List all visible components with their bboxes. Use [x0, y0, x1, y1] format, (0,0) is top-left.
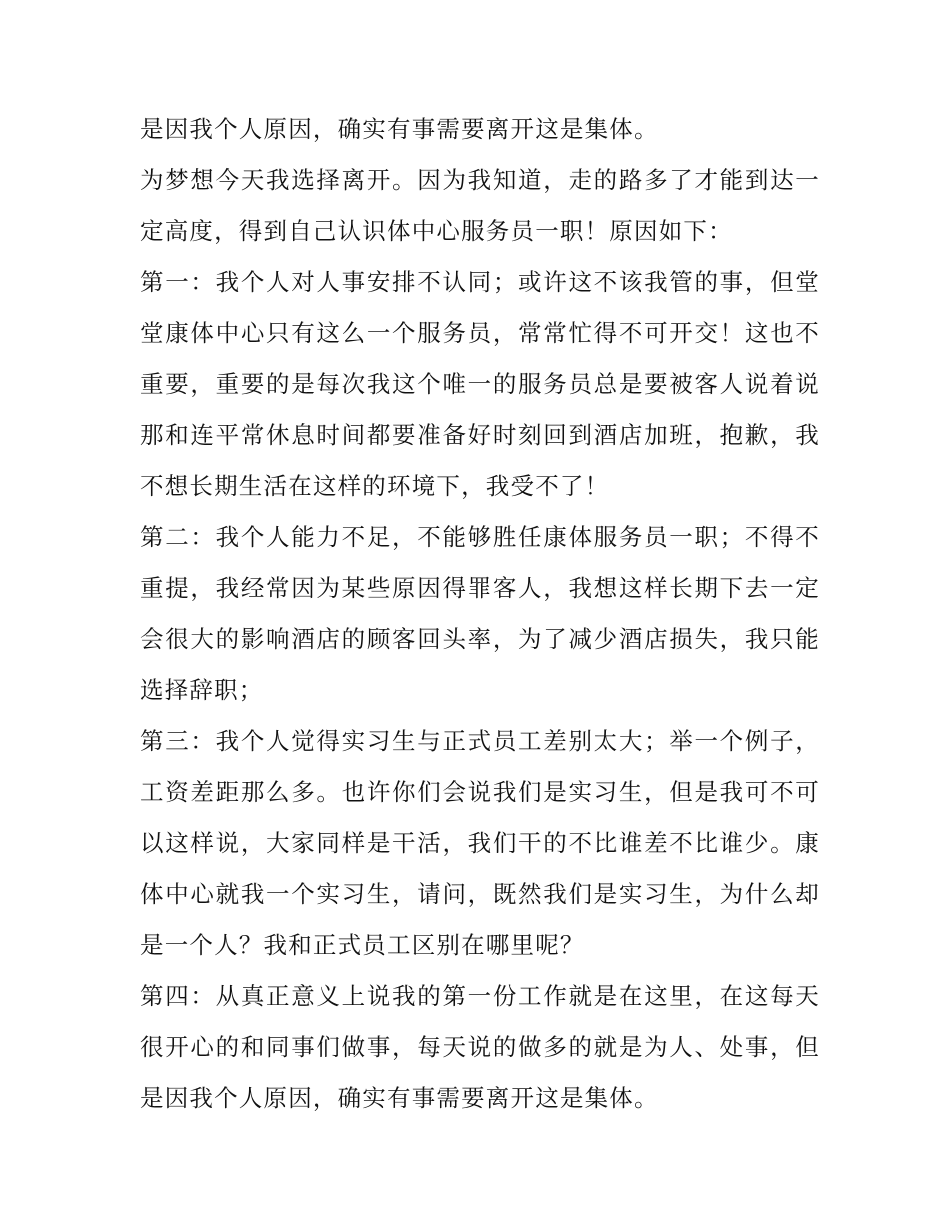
paragraph-intro: 为梦想今天我选择离开。因为我知道，走的路多了才能到达一定高度，得到自己认识体中心服务员一职！原因如下： — [140, 166, 820, 245]
paragraph-reason-2: 第二：我个人能力不足，不能够胜任康体服务员一职；不得不重提，我经常因为某些原因得罪客人，我想这样长期下去一定会很大的影响酒店的顾客回头率，为了减少酒店损失，我只能选择辞职； — [140, 523, 820, 704]
paragraph-reason-3: 第三：我个人觉得实习生与正式员工差别太大；举一个例子，工资差距那么多。也许你们会说我们是实习生，但是我可不可以这样说，大家同样是干活，我们干的不比谁差不比谁少。康体中心就我一个实习生，请问，既然我们是实习生，为什么却是一个人？我和正式员工区别在哪里呢？ — [140, 727, 820, 959]
paragraph-reason-4: 第四：从真正意义上说我的第一份工作就是在这里，在这每天很开心的和同事们做事，每天说的做多的就是为人、处事，但是因我个人原因，确实有事需要离开这是集体。 — [140, 982, 820, 1112]
paragraph-continuation: 是因我个人原因，确实有事需要离开这是集体。 — [140, 115, 659, 143]
paragraph-reason-1: 第一：我个人对人事安排不认同；或许这不该我管的事，但堂堂康体中心只有这么一个服务员，常常忙得不可开交！这也不重要，重要的是每次我这个唯一的服务员总是要被客人说着说那和连平常休息时间都要准备好时刻回到酒店加班，抱歉，我不想长期生活在这样的环境下，我受不了！ — [140, 268, 820, 500]
document-body — [140, 104, 820, 1124]
